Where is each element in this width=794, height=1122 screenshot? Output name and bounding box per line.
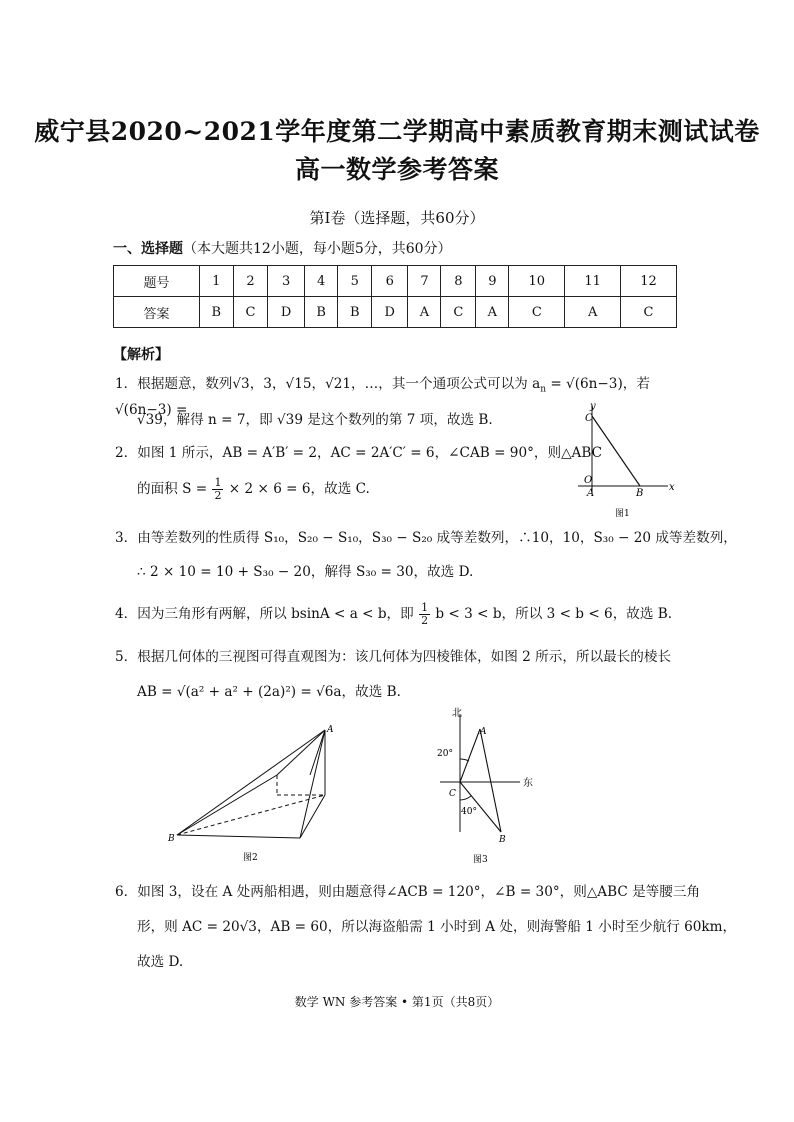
table-cell: C [233,297,268,328]
table-cell: C [441,297,476,328]
table-cell: 6 [372,266,408,297]
fig2-label-a: A [327,725,334,735]
table-cell: A [408,297,441,328]
item-2-text-b: × 2 × 6 = 6，故选 C. [228,481,370,497]
fraction-denominator: 2 [421,614,429,627]
item-6-line-1: 6．如图 3，设在 A 处两船相遇，则由题意得∠ACB = 120°，∠B = 30°，则△ABC 是等腰三角 [115,884,701,900]
item-2-text-a: 的面积 S = [137,481,208,497]
table-cell: C [509,297,565,328]
item-1-text-a: 1．根据题意，数列√3，3，√15，√21，…，其一个通项公式可以为 a [115,376,541,392]
fig3-label-a: A [480,727,487,737]
fig2-pyramid [177,730,325,838]
page-title: 威宁县2020~2021学年度第二学期高中素质教育期末测试试卷 [34,117,760,146]
item-6-line-2: 形，则 AC = 20√3，AB = 60，所以海盗船需 1 小时到 A 处，则海警船 1 小时至少航行 60km， [137,919,737,935]
figure-1 [570,398,680,520]
row-label: 题号 [114,266,200,297]
figure-3 [425,704,550,869]
item-3-line-2: ∴ 2 × 10 = 10 + S₃₀ − 20，解得 S₃₀ = 30，故选 D. [137,564,474,580]
fig3-label-b: B [499,835,506,845]
table-cell: B [338,297,372,328]
item-4-text-a: 4．因为三角形有两解，所以 bsinA < a < b，即 [115,606,414,622]
fig1-caption: 图1 [615,509,630,519]
table-cell: 12 [621,266,677,297]
fig1-label-c: C [585,413,593,424]
fig3-label-c: C [449,789,456,799]
item-1-line-2: √39，解得 n = 7，即 √39 是这个数列的第 7 项，故选 B. [137,412,493,428]
fig2-label-b: B [168,834,175,844]
fraction-numerator: 1 [421,601,429,614]
fig3-angle-arc-40 [460,796,471,800]
item-2-line-2 [137,477,370,502]
row-label: 答案 [114,297,200,328]
table-cell: B [199,297,233,328]
page-footer: 数学 WN 参考答案 • 第1页（共8页） [294,995,500,1009]
item-5-line-2: AB = √(a² + a² + (2a)²) = √6a，故选 B. [137,684,401,700]
fig1-label-o: O [584,475,593,486]
fig3-label-20deg: 20° [437,749,453,759]
item-4-text-b: b < 3 < b，所以 3 < b < 6，故选 B. [435,606,673,622]
table-cell: B [304,297,338,328]
page-subtitle: 高一数学参考答案 [294,155,499,184]
answer-table [113,265,677,328]
item-3-line-1: 3．由等差数列的性质得 S₁₀，S₂₀ − S₁₀，S₃₀ − S₂₀ 成等差数列，∴10，10，S₃₀ − 20 成等差数列， [115,530,737,546]
table-cell: 7 [408,266,441,297]
table-row-answers [114,297,677,328]
fig3-angle-arc-20 [460,759,469,761]
part-heading: 第Ⅰ卷（选择题，共60分） [309,209,485,227]
table-cell: A [565,297,621,328]
table-row-numbers [114,266,677,297]
fig1-label-b: B [636,488,644,499]
table-cell: 8 [441,266,476,297]
table-cell: 4 [304,266,338,297]
analysis-heading: 【解析】 [113,347,169,363]
item-5-line-1: 5．根据几何体的三视图可得直观图为：该几何体为四棱锥体，如图 2 所示，所以最长的棱长 [115,649,672,665]
fig3-label-40deg: 40° [461,807,477,817]
table-cell: 1 [199,266,233,297]
table-cell: 3 [268,266,304,297]
table-cell: C [621,297,677,328]
item-1-subscript: n [540,384,546,395]
item-1-text-c: = √(6n−3)，若 √(6n−3) = [115,376,650,418]
figure-2 [165,720,345,865]
item-2-line-1: 2．如图 1 所示，AB = A′B′ = 2，AC = 2A′C′ = 6，∠CAB = 90°，则△ABC [115,445,602,461]
fraction [212,477,223,502]
fig1-label-x: x [669,482,675,493]
section-heading [113,238,452,258]
fig1-label-y: y [590,401,596,412]
item-4 [115,602,672,627]
fig1-label-a: A [587,488,595,499]
table-cell: D [268,297,304,328]
fig1-hypotenuse [592,416,640,486]
fraction-numerator: 1 [214,476,222,489]
table-cell: 11 [565,266,621,297]
table-cell: 5 [338,266,372,297]
fig3-caption: 图3 [473,855,488,865]
fig3-label-east: 东 [523,778,533,789]
table-cell: 10 [509,266,565,297]
fraction [419,602,430,627]
table-cell: D [372,297,408,328]
table-cell: 2 [233,266,268,297]
table-cell: 9 [476,266,509,297]
table-cell: A [476,297,509,328]
fig2-caption: 图2 [243,853,258,863]
item-6-line-3: 故选 D. [137,954,184,970]
fraction-denominator: 2 [214,489,222,502]
fig3-label-north: 北 [452,708,462,719]
section-note: （本大题共12小题，每小题5分，共60分） [183,241,452,257]
section-title: 一、选择题 [113,241,183,257]
